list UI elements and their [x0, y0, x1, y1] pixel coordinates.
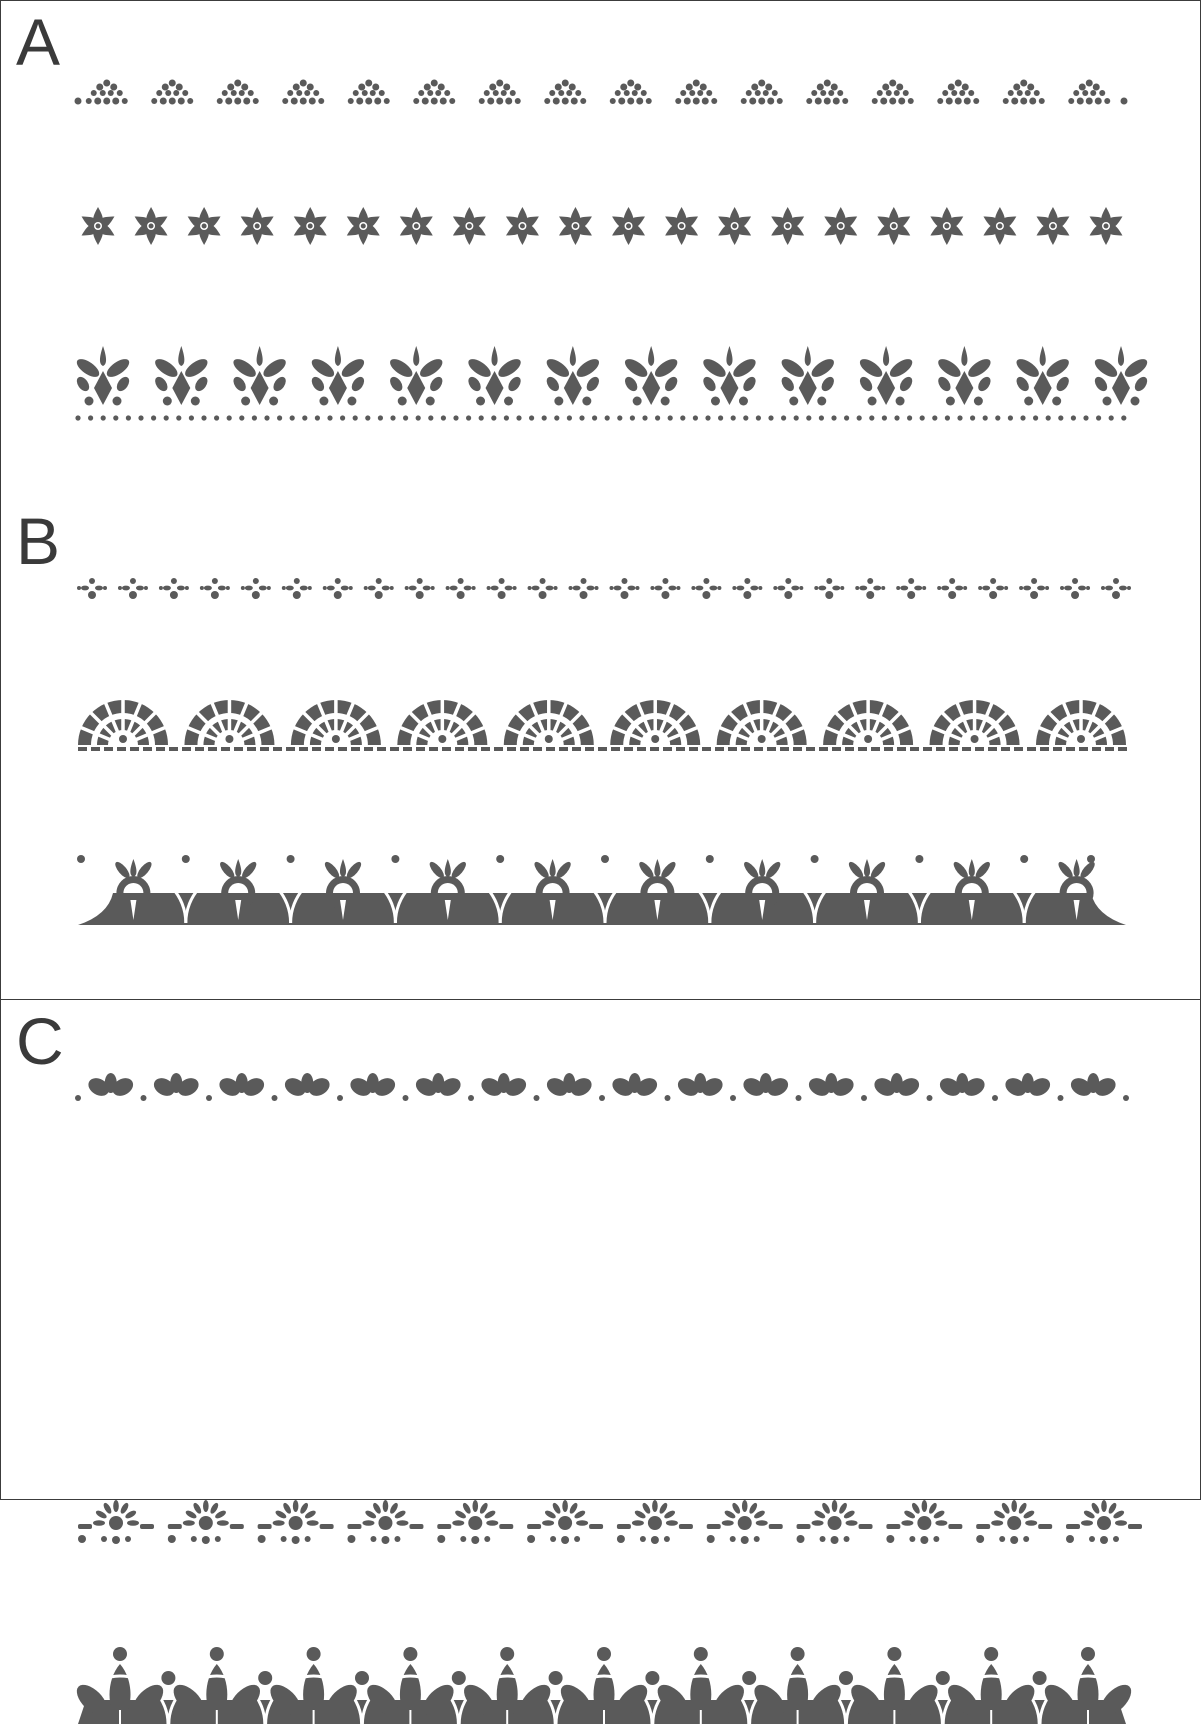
flower-motif	[397, 207, 435, 245]
flower-motif	[1034, 207, 1072, 245]
sunburst-motif	[347, 1500, 423, 1544]
half-sun-motif	[76, 699, 170, 749]
sunburst-motif	[976, 1500, 1052, 1544]
dot-cluster-motif	[937, 80, 979, 105]
dot-cluster-motif	[479, 80, 521, 105]
flower-motif	[557, 207, 595, 245]
border-row-a1	[1, 71, 1201, 131]
flower-motif	[716, 207, 754, 245]
half-sun-motif	[289, 699, 383, 749]
dot-flower-motif	[159, 578, 189, 599]
dot-cluster-motif	[675, 80, 717, 105]
three-leaf-motif	[468, 1073, 529, 1101]
dot-cluster-motif	[217, 80, 259, 105]
dot-flower-motif	[691, 578, 721, 599]
flower-motif	[610, 207, 648, 245]
three-leaf-motif	[861, 1073, 922, 1101]
dot-flower-motif	[528, 578, 558, 599]
flower-motif	[185, 207, 223, 245]
panel-c	[0, 1000, 1201, 1500]
border-row-a3	[1, 341, 1201, 431]
three-leaf-motif	[206, 1073, 267, 1101]
diamond-leaf-motif	[857, 346, 915, 406]
sunburst-motif	[437, 1500, 513, 1544]
border-row-b3	[1, 845, 1201, 935]
sunburst-motif	[168, 1500, 244, 1544]
dot-cluster-motif	[86, 80, 128, 105]
dot-cluster-motif	[348, 80, 390, 105]
dot-flower-motif	[241, 578, 271, 599]
dot-flower-motif	[282, 578, 312, 599]
diamond-leaf-motif	[465, 346, 523, 406]
flower-motif	[769, 207, 807, 245]
three-leaf-motif	[992, 1073, 1053, 1101]
dotted-line	[75, 415, 1126, 420]
dot-flower-motif	[896, 578, 926, 599]
panel-label-c: C	[16, 1004, 64, 1078]
flower-motif	[79, 207, 117, 245]
sunburst-motif	[527, 1500, 603, 1544]
three-leaf-motif	[403, 1073, 464, 1101]
sunburst-motif	[258, 1500, 334, 1544]
dot-cluster-motif	[806, 80, 848, 105]
dot-flower-motif	[1060, 578, 1090, 599]
dot-flower-motif	[814, 578, 844, 599]
flower-motif	[504, 207, 542, 245]
border-row-b2	[1, 700, 1201, 760]
half-sun-motif	[1034, 699, 1128, 749]
flower-motif	[291, 207, 329, 245]
half-sun-motif	[182, 699, 276, 749]
three-leaf-motif	[599, 1073, 660, 1101]
sunburst-motif	[707, 1500, 783, 1544]
three-leaf-motif	[141, 1073, 202, 1101]
dot-cluster-motif	[151, 80, 193, 105]
dot-flower-motif	[855, 578, 885, 599]
dot-cluster-motif	[741, 80, 783, 105]
dot-flower-motif	[200, 578, 230, 599]
diamond-leaf-motif	[779, 346, 837, 406]
half-sun-motif	[715, 699, 809, 749]
end-dot	[1121, 98, 1128, 105]
border-row-c2	[1, 1495, 1201, 1555]
diamond-leaf-motif	[74, 346, 132, 406]
half-sun-motif	[395, 699, 489, 749]
flower-motif	[1087, 207, 1125, 245]
diamond-leaf-motif	[231, 346, 289, 406]
three-leaf-motif	[796, 1073, 857, 1101]
half-sun-motif	[502, 699, 596, 749]
panel-a	[0, 0, 1201, 501]
sunburst-motif	[617, 1500, 693, 1544]
diamond-leaf-motif	[544, 346, 602, 406]
diamond-leaf-motif	[1014, 346, 1072, 406]
flower-motif	[450, 207, 488, 245]
half-sun-motif	[928, 699, 1022, 749]
three-leaf-motif	[1058, 1073, 1119, 1101]
diamond-leaf-motif	[935, 346, 993, 406]
dot-cluster-motif	[872, 80, 914, 105]
sunburst-motif	[886, 1500, 962, 1544]
flower-motif	[928, 207, 966, 245]
dot-flower-motif	[405, 578, 435, 599]
three-leaf-motif	[272, 1073, 333, 1101]
diamond-leaf-motif	[152, 346, 210, 406]
panel-label-b: B	[16, 504, 61, 578]
panel-label-a: A	[16, 5, 61, 79]
dot-flower-motif	[732, 578, 762, 599]
dot-flower-motif	[1101, 578, 1131, 599]
three-leaf-motif	[665, 1073, 726, 1101]
border-row-b1	[1, 570, 1201, 610]
border-row-a2	[1, 191, 1201, 261]
diamond-leaf-motif	[309, 346, 367, 406]
dashed-baseline	[78, 747, 1127, 751]
dot-flower-motif	[446, 578, 476, 599]
flower-motif	[822, 207, 860, 245]
three-leaf-motif	[730, 1073, 791, 1101]
three-leaf-motif	[927, 1073, 988, 1101]
dot-flower-motif	[118, 578, 148, 599]
half-sun-motif	[608, 699, 702, 749]
dot-flower-motif	[609, 578, 639, 599]
flower-motif	[875, 207, 913, 245]
three-leaf-motif	[337, 1073, 398, 1101]
sunburst-motif	[1066, 1500, 1142, 1544]
three-leaf-motif	[75, 1073, 136, 1101]
sunburst-motif	[78, 1500, 154, 1544]
sunburst-motif	[797, 1500, 873, 1544]
dot-flower-motif	[650, 578, 680, 599]
flower-motif	[981, 207, 1019, 245]
panel-b	[0, 500, 1201, 1000]
dot-flower-motif	[978, 578, 1008, 599]
flower-motif	[132, 207, 170, 245]
dot-cluster-motif	[1068, 80, 1110, 105]
diamond-leaf-motif	[1092, 346, 1150, 406]
dot-flower-motif	[1019, 578, 1049, 599]
flower-motif	[663, 207, 701, 245]
end-dot	[1123, 1095, 1129, 1101]
half-sun-motif	[821, 699, 915, 749]
dot-cluster-motif	[282, 80, 324, 105]
dot-cluster-motif	[544, 80, 586, 105]
dot-flower-motif	[569, 578, 599, 599]
dot-flower-motif	[323, 578, 353, 599]
diamond-leaf-motif	[700, 346, 758, 406]
diamond-leaf-motif	[387, 346, 445, 406]
border-row-c1	[1, 1068, 1201, 1118]
end-dot	[75, 98, 82, 105]
flower-motif	[238, 207, 276, 245]
dot-flower-motif	[487, 578, 517, 599]
dot-flower-motif	[364, 578, 394, 599]
dot-flower-motif	[773, 578, 803, 599]
border-row-c3	[1, 1640, 1201, 1730]
dot-flower-motif	[937, 578, 967, 599]
dot-flower-motif	[77, 578, 107, 599]
three-leaf-motif	[534, 1073, 595, 1101]
dot-cluster-motif	[413, 80, 455, 105]
flower-motif	[344, 207, 382, 245]
dot-cluster-motif	[610, 80, 652, 105]
dot-cluster-motif	[1003, 80, 1045, 105]
diamond-leaf-motif	[622, 346, 680, 406]
